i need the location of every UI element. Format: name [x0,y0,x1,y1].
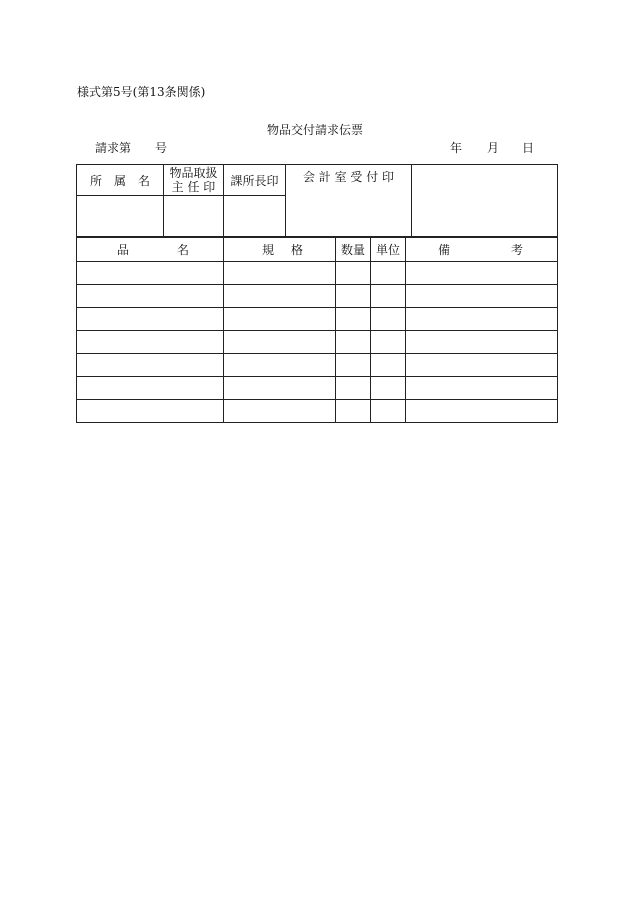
date-month-label: 月 [487,141,500,155]
remarks-cell[interactable] [406,331,558,354]
quantity-cell[interactable] [336,354,371,377]
table-row [77,400,558,423]
quantity-cell[interactable] [336,308,371,331]
table-row [77,331,558,354]
unit-cell[interactable] [371,331,406,354]
request-number-suffix: 号 [155,141,168,155]
department-header: 所 属 名 [77,165,164,196]
handler-seal-header [164,165,224,196]
section-chief-seal-field[interactable] [224,196,286,237]
spec-cell[interactable] [224,400,336,423]
page-title: 物品交付請求伝票 [266,123,363,137]
section-chief-seal-header: 課所長印 [224,165,286,196]
table-row [77,354,558,377]
remarks-cell[interactable] [406,262,558,285]
item-name-cell[interactable] [77,308,224,331]
remarks-cell[interactable] [406,377,558,400]
remarks-cell[interactable] [406,354,558,377]
quantity-header: 数量 [336,238,371,262]
unit-header: 単位 [371,238,406,262]
date-day-label: 日 [522,141,535,155]
item-name-header: 品 名 [77,238,224,262]
remarks-cell[interactable] [406,285,558,308]
remarks-header: 備 考 [406,238,558,262]
accounting-receipt-seal: 会 計 室 受 付 印 [286,165,412,237]
unit-cell[interactable] [371,285,406,308]
unit-cell[interactable] [371,262,406,285]
quantity-cell[interactable] [336,377,371,400]
table-row [77,308,558,331]
item-name-cell[interactable] [77,262,224,285]
table-row [77,285,558,308]
unit-cell[interactable] [371,354,406,377]
table-row [77,262,558,285]
remarks-cell[interactable] [406,400,558,423]
spec-cell[interactable] [224,331,336,354]
unit-cell[interactable] [371,308,406,331]
date-year-label: 年 [450,141,463,155]
item-name-cell[interactable] [77,400,224,423]
table-row [77,377,558,400]
handler-seal-header-line1: 物品取扱 [169,166,218,180]
item-name-cell[interactable] [77,285,224,308]
spec-cell[interactable] [224,354,336,377]
unit-cell[interactable] [371,400,406,423]
form-number: 様式第5号(第13条関係) [77,85,206,99]
spec-cell[interactable] [224,285,336,308]
approval-table [76,164,558,237]
handler-seal-field[interactable] [164,196,224,237]
quantity-cell[interactable] [336,285,371,308]
handler-seal-header-line2: 主 任 印 [171,180,216,194]
request-number-label: 請求第 [95,141,132,155]
quantity-cell[interactable] [336,331,371,354]
spec-header: 規 格 [224,238,336,262]
department-field[interactable] [77,196,164,237]
item-name-cell[interactable] [77,354,224,377]
quantity-cell[interactable] [336,262,371,285]
items-table [76,237,558,423]
remarks-cell[interactable] [406,308,558,331]
item-name-cell[interactable] [77,377,224,400]
unit-cell[interactable] [371,377,406,400]
item-name-cell[interactable] [77,331,224,354]
accounting-seal-space[interactable] [412,165,558,237]
quantity-cell[interactable] [336,400,371,423]
spec-cell[interactable] [224,308,336,331]
spec-cell[interactable] [224,377,336,400]
spec-cell[interactable] [224,262,336,285]
